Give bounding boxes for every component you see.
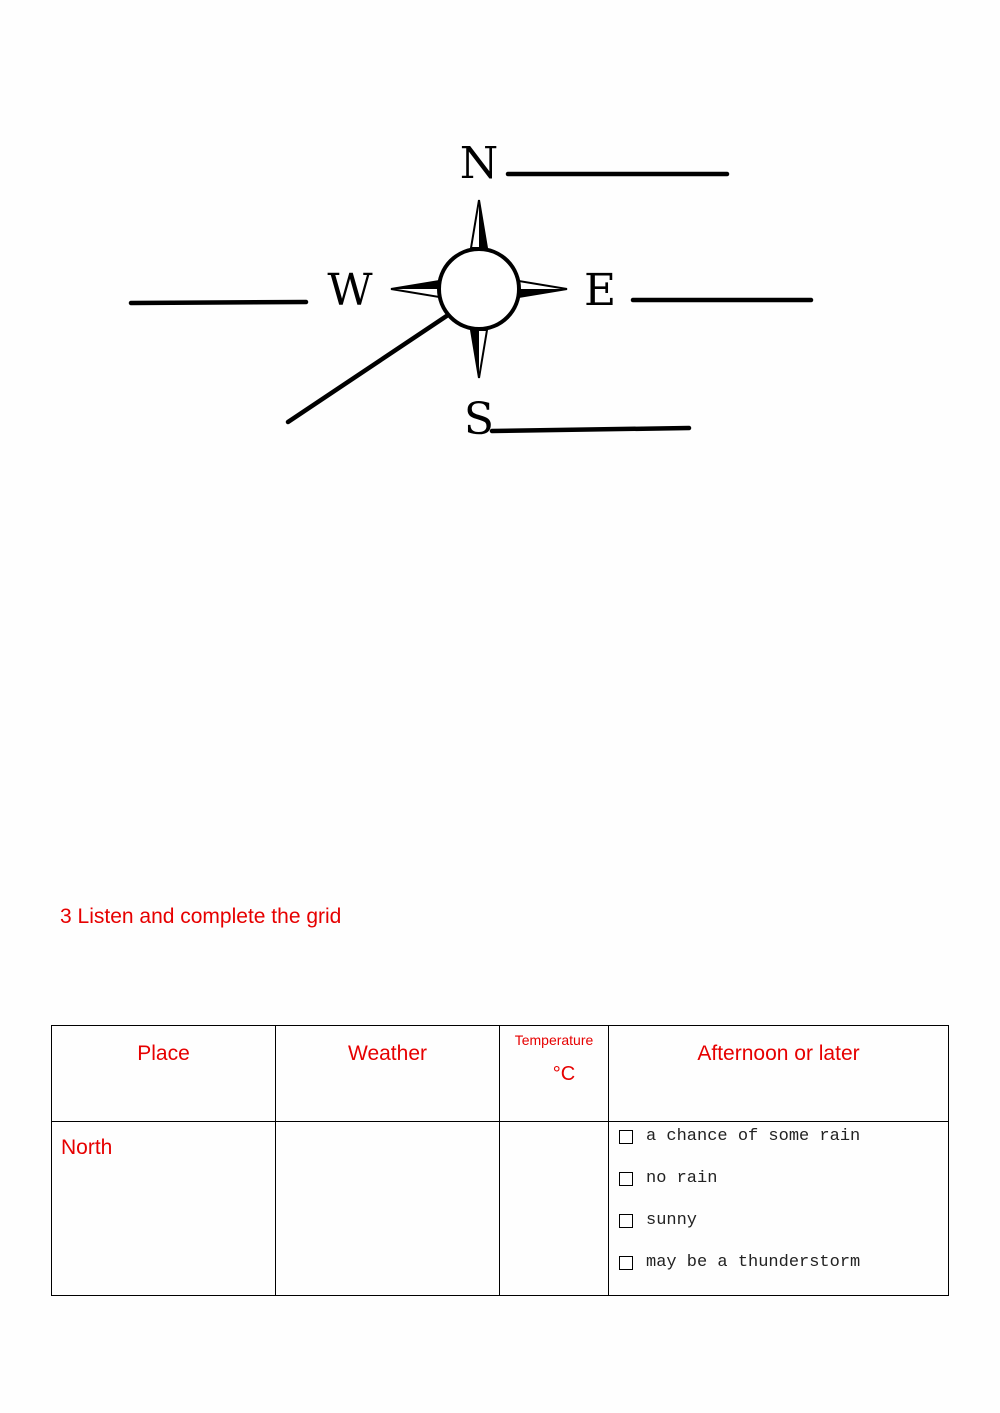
checkbox[interactable]	[619, 1256, 633, 1270]
weather-header: Weather	[276, 1026, 500, 1122]
temperature-label: Temperature	[514, 1032, 594, 1048]
afternoon-options	[609, 1122, 948, 1295]
weather-cell[interactable]	[276, 1122, 500, 1296]
compass-diagram	[0, 0, 1000, 480]
temperature-cell[interactable]	[500, 1122, 609, 1296]
list-item[interactable]	[619, 1253, 948, 1295]
option-label: no rain	[646, 1169, 718, 1188]
table-row	[52, 1122, 949, 1296]
south-answer-line[interactable]	[492, 428, 689, 431]
checkbox[interactable]	[619, 1130, 633, 1144]
temperature-header	[500, 1026, 609, 1122]
checkbox[interactable]	[619, 1172, 633, 1186]
grid-header-row	[52, 1026, 949, 1122]
weather-grid	[51, 1025, 949, 1296]
west-answer-line[interactable]	[131, 302, 306, 303]
south-label: S	[463, 394, 495, 445]
option-label: a chance of some rain	[646, 1127, 861, 1146]
temperature-unit: °C	[552, 1063, 576, 1085]
north-label: N	[459, 138, 499, 189]
option-label: sunny	[646, 1211, 698, 1230]
afternoon-header: Afternoon or later	[609, 1026, 949, 1122]
west-label: W	[327, 265, 373, 316]
list-item[interactable]	[619, 1169, 948, 1211]
checkbox[interactable]	[619, 1214, 633, 1228]
option-label: may be a thunderstorm	[646, 1253, 861, 1272]
place-header: Place	[52, 1026, 276, 1122]
instruction-heading: 3 Listen and complete the grid	[60, 905, 342, 928]
place-cell: North	[52, 1122, 276, 1296]
east-label: E	[583, 265, 617, 316]
compass-rose-icon	[391, 200, 567, 378]
afternoon-cell	[609, 1122, 949, 1296]
list-item[interactable]	[619, 1127, 948, 1169]
list-item[interactable]	[619, 1211, 948, 1253]
